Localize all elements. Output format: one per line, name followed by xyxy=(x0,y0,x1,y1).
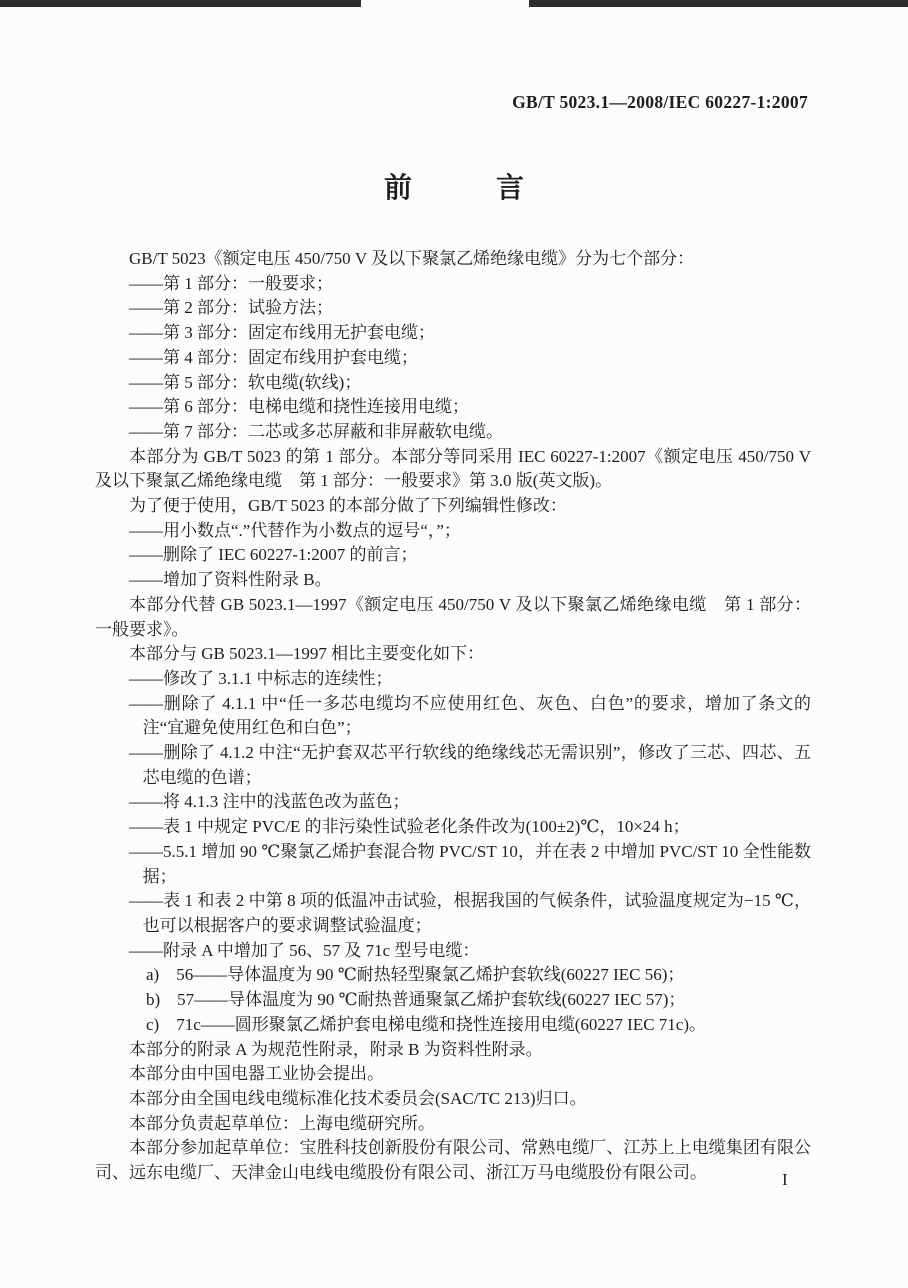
list-item-dash: ——附录 A 中增加了 56、57 及 71c 型号电缆： xyxy=(129,940,480,960)
scan-artifact-bar-right xyxy=(529,0,908,7)
list-item-dash: ——第 5 部分：软电缆(软线)； xyxy=(129,372,362,392)
list-item-dash: ——5.5.1 增加 90 ℃聚氯乙烯护套混合物 PVC/ST 10，并在表 2 中增加 PVC/ST 10 全性能数据； xyxy=(129,841,811,886)
list-item-letter: c) 71c——圆形聚氯乙烯护套电梯电缆和挠性连接用电缆(60227 IEC 71c)。 xyxy=(146,1014,707,1034)
paragraph: 为了便于使用，GB/T 5023 的本部分做了下列编辑性修改： xyxy=(129,496,567,516)
list-item-letter: b) 57——导体温度为 90 ℃耐热普通聚氯乙烯护套软线(60227 IEC 57)； xyxy=(146,990,686,1010)
foreword-body xyxy=(95,247,811,1186)
paragraph: 本部分为 GB/T 5023 的第 1 部分。本部分等同采用 IEC 60227-1:2007《额定电压 450/750 V 及以下聚氯乙烯绝缘电缆 第 1 部分：一般要求》第 3.0 版(英文版)。 xyxy=(95,446,811,491)
list-item-dash: ——表 1 和表 2 中第 8 项的低温冲击试验，根据我国的气候条件，试验温度规定为−15 ℃，也可以根据客户的要求调整试验温度； xyxy=(129,891,811,935)
page-number: I xyxy=(782,1170,788,1189)
list-item-letter: a) 56——导体温度为 90 ℃耐热轻型聚氯乙烯护套软线(60227 IEC 56)； xyxy=(146,965,685,985)
scan-artifact-bar-left xyxy=(0,0,361,7)
list-item-dash: ——第 7 部分：二芯或多芯屏蔽和非屏蔽软电缆。 xyxy=(129,421,503,441)
list-item-dash: ——修改了 3.1.1 中标志的连续性； xyxy=(129,668,393,688)
list-item-dash: ——第 6 部分：电梯电缆和挠性连接用电缆； xyxy=(129,397,469,417)
list-item-dash: ——删除了 4.1.2 中注“无护套双芯平行软线的绝缘线芯无需识别”，修改了三芯、四芯、五芯电缆的色谱； xyxy=(129,743,811,787)
list-item-dash: ——删除了 4.1.1 中“任一多芯电缆均不应使用红色、灰色、白色”的要求，增加了条文的注“宜避免使用红色和白色”； xyxy=(129,693,811,738)
list-item-dash: ——删除了 IEC 60227-1:2007 的前言； xyxy=(129,545,418,565)
paragraph: 本部分的附录 A 为规范性附录，附录 B 为资料性附录。 xyxy=(129,1039,543,1059)
paragraph: GB/T 5023《额定电压 450/750 V 及以下聚氯乙烯绝缘电缆》分为七个部分： xyxy=(129,249,695,268)
list-item-dash: ——第 2 部分：试验方法； xyxy=(129,298,333,318)
paragraph: 本部分由全国电线电缆标准化技术委员会(SAC/TC 213)归口。 xyxy=(129,1088,587,1108)
standard-number-header: GB/T 5023.1—2008/IEC 60227-1:2007 xyxy=(512,92,808,112)
list-item-dash: ——第 3 部分：固定布线用无护套电缆； xyxy=(129,323,435,343)
paragraph: 本部分与 GB 5023.1—1997 相比主要变化如下： xyxy=(129,644,485,664)
list-item-dash: ——增加了资料性附录 B。 xyxy=(129,570,332,590)
page-title: 前 言 xyxy=(383,173,524,204)
paragraph: 本部分负责起草单位：上海电缆研究所。 xyxy=(129,1113,435,1133)
list-item-dash: ——第 1 部分：一般要求； xyxy=(129,273,333,293)
list-item-dash: ——用小数点“.”代替作为小数点的逗号“，”； xyxy=(129,520,461,540)
list-item-dash: ——第 4 部分：固定布线用护套电缆； xyxy=(129,347,418,367)
paragraph: 本部分由中国电器工业协会提出。 xyxy=(129,1064,384,1084)
paragraph: 本部分代替 GB 5023.1—1997《额定电压 450/750 V 及以下聚氯乙烯绝缘电缆 第 1 部分：一般要求》。 xyxy=(95,594,811,639)
list-item-dash: ——将 4.1.3 注中的浅蓝色改为蓝色； xyxy=(129,792,410,812)
list-item-dash: ——表 1 中规定 PVC/E 的非污染性试验老化条件改为(100±2)℃，10×24 h； xyxy=(129,817,690,837)
paragraph: 本部分参加起草单位：宝胜科技创新股份有限公司、常熟电缆厂、江苏上上电缆集团有限公司、远东电缆厂、天津金山电线电缆股份有限公司、浙江万马电缆股份有限公司。 xyxy=(95,1138,811,1183)
